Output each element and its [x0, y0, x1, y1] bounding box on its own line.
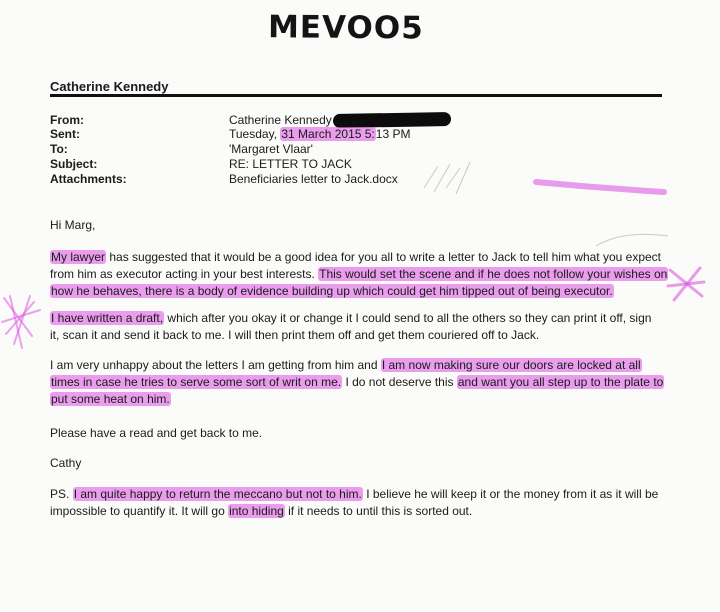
highlighted-text: times in case he tries to serve some sort of writ on me.	[51, 375, 342, 389]
highlighted-text: I have written a draft,	[51, 311, 164, 325]
text-segment: from him as executor acting in your best interests.	[50, 267, 319, 281]
highlighted-text: put some heat on him.	[51, 392, 170, 406]
highlighter-streak-top	[530, 174, 670, 200]
postscript	[50, 486, 670, 520]
highlighted-text: how he behaves, there is a body of evidence building up which could get him tipped out of being executor.	[51, 284, 613, 298]
text-segment: it, scan it and send it back to me. I will then print them off and get them couriered off to Jack.	[50, 328, 540, 342]
field-from-label: From:	[50, 113, 84, 127]
text-segment: I believe he will keep it or the money from it as it will be	[362, 487, 659, 501]
field-subject-value: RE: LETTER TO JACK	[229, 157, 352, 171]
greeting: Hi Marg,	[50, 218, 96, 232]
text-line	[50, 310, 670, 327]
highlighted-text: into hiding	[229, 504, 284, 518]
text-line	[50, 503, 670, 520]
text-segment: I do not deserve this	[342, 375, 457, 389]
sent-weekday: Tuesday,	[229, 127, 281, 141]
text-segment: has suggested that it would be a good idea for you all to write a letter to Jack to tell him what you expect	[106, 250, 661, 264]
text-line	[50, 327, 670, 344]
paragraph-3	[50, 357, 670, 408]
highlighted-text: and want you all step up to the plate to	[457, 375, 664, 389]
text-segment: I am very unhappy about the letters I am getting from him and	[50, 358, 381, 372]
faint-pencil-marks-right	[592, 226, 672, 254]
highlighted-text: I am quite happy to return the meccano but not to him.	[73, 487, 362, 501]
sender-name-header: Catherine Kennedy	[50, 79, 169, 94]
highlighted-text: My lawyer	[51, 250, 106, 264]
document-id-stamp: MEVOO5	[267, 9, 424, 47]
text-line	[50, 249, 670, 266]
field-sent-label: Sent:	[50, 127, 80, 141]
paragraph-2	[50, 310, 670, 344]
field-to-value: 'Margaret Vlaar'	[229, 142, 313, 156]
signoff: Cathy	[50, 456, 82, 470]
sent-time: 13 PM	[375, 127, 411, 141]
highlighted-text: This would set the scene and if he does not follow your wishes on	[319, 267, 668, 281]
text-line	[50, 486, 670, 503]
text-segment: impossible to quantify it. It will go	[50, 504, 229, 518]
highlighter-scribble-left	[0, 292, 48, 354]
text-line	[50, 374, 670, 391]
text-segment: which after you okay it or change it I could send to all the others so they can print it off, sign	[164, 311, 652, 325]
highlighted-text: I am now making sure our doors are locked at all	[381, 358, 641, 372]
text-segment: PS.	[50, 487, 73, 501]
text-segment: if it needs to until this is sorted out.	[284, 504, 473, 518]
field-sent-value	[229, 127, 410, 142]
faint-pencil-marks	[420, 158, 480, 198]
text-line	[50, 357, 670, 374]
field-to-label: To:	[50, 142, 68, 156]
header-divider	[50, 94, 662, 97]
redaction-bar	[333, 112, 451, 128]
from-name: Catherine Kennedy	[229, 113, 332, 127]
field-subject-label: Subject:	[50, 157, 98, 171]
text-line	[50, 266, 670, 283]
sent-date-highlight: 31 March 2015 5:	[281, 127, 375, 141]
paragraph-4: Please have a read and get back to me.	[50, 426, 263, 440]
field-attachments-label: Attachments:	[50, 172, 127, 186]
paragraph-1	[50, 249, 670, 300]
field-attachments-value: Beneficiaries letter to Jack.docx	[229, 172, 398, 186]
highlighter-star-right	[664, 262, 708, 306]
field-from-value	[229, 113, 451, 128]
text-line	[50, 391, 670, 408]
text-line	[50, 283, 670, 300]
